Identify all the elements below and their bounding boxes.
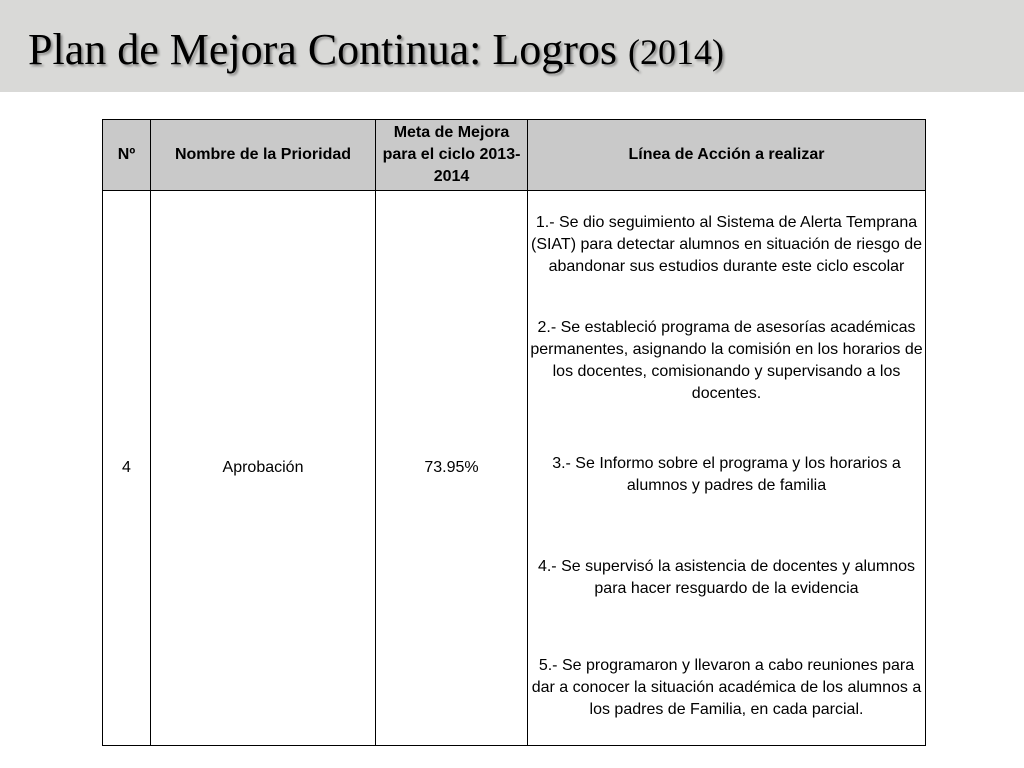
header-action-line: Línea de Acción a realizar bbox=[528, 120, 926, 191]
header-number: Nº bbox=[103, 120, 151, 191]
table-row bbox=[103, 191, 926, 299]
cell-improvement-goal: 73.95% bbox=[376, 191, 528, 746]
slide-title-main: Plan de Mejora Continua: Logros bbox=[28, 25, 618, 74]
cell-number: 4 bbox=[103, 191, 151, 746]
slide-title bbox=[28, 25, 724, 74]
header-priority-name: Nombre de la Prioridad bbox=[151, 120, 376, 191]
title-band bbox=[0, 0, 1024, 92]
action-item-4: 4.- Se supervisó la asistencia de docentes y alumnos para hacer resguardo de la evidencia bbox=[528, 526, 926, 630]
slide-title-year: (2014) bbox=[628, 32, 724, 72]
table-header-row bbox=[103, 120, 926, 191]
action-item-5: 5.- Se programaron y llevaron a cabo reuniones para dar a conocer la situación académica de los alumnos a los padres de Familia, en cada parcial. bbox=[528, 630, 926, 746]
improvement-plan-table bbox=[102, 119, 926, 746]
action-item-1: 1.- Se dio seguimiento al Sistema de Alerta Temprana (SIAT) para detectar alumnos en situación de riesgo de abandonar sus estudios durante este ciclo escolar bbox=[528, 191, 926, 299]
header-improvement-goal: Meta de Mejora para el ciclo 2013-2014 bbox=[376, 120, 528, 191]
action-item-2: 2.- Se estableció programa de asesorías académicas permanentes, asignando la comisión en los horarios de los docentes, comisionando y supervisando a los docentes. bbox=[528, 298, 926, 423]
action-item-3: 3.- Se Informo sobre el programa y los horarios a alumnos y padres de familia bbox=[528, 423, 926, 526]
cell-priority-name: Aprobación bbox=[151, 191, 376, 746]
